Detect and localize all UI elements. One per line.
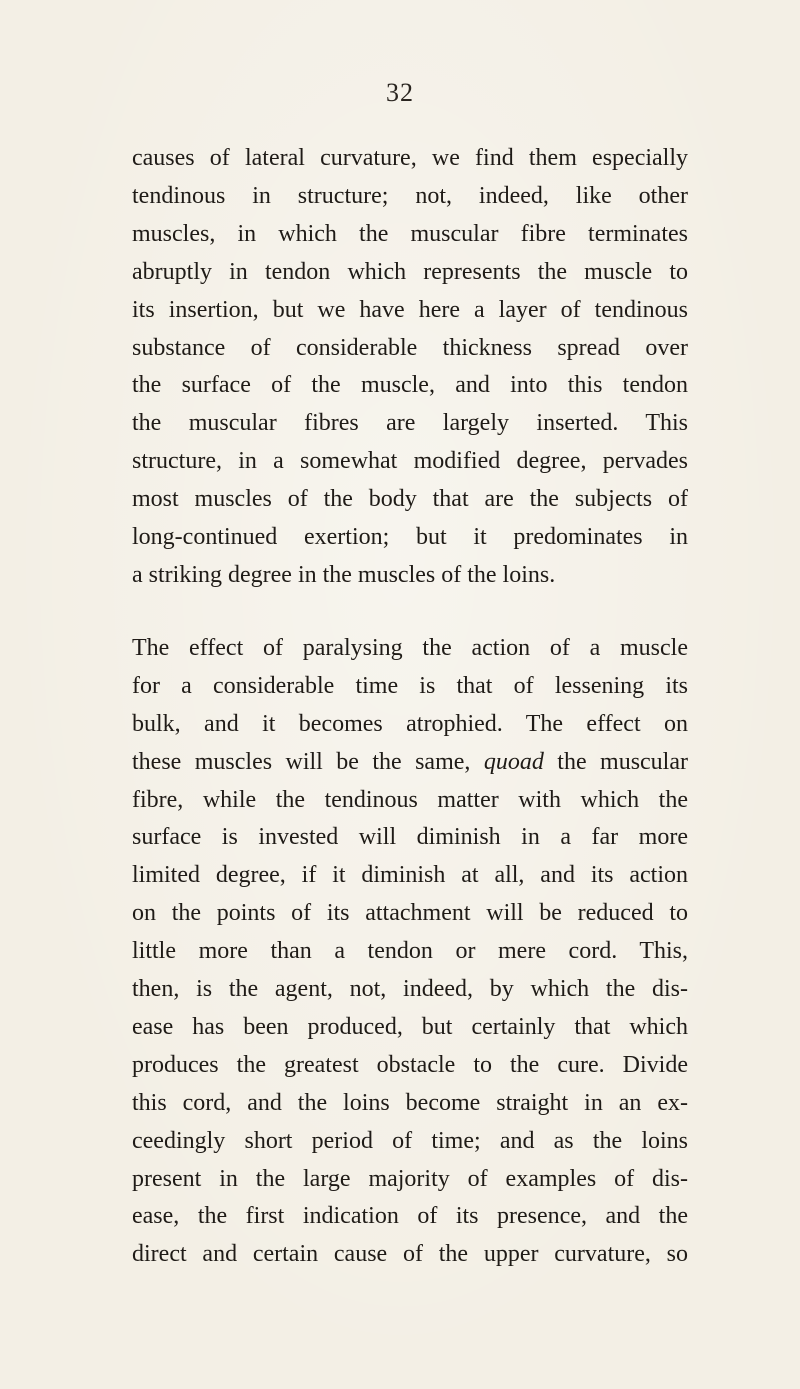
paragraph-2 bbox=[132, 630, 688, 1274]
text-line: its insertion, but we have here a layer of tendinous bbox=[132, 296, 688, 323]
text-line: little more than a tendon or mere cord. This, bbox=[132, 938, 688, 965]
text-line: bulk, and it becomes atrophied. The effect on bbox=[132, 710, 688, 737]
text-line: most muscles of the body that are the subjects of bbox=[132, 486, 688, 513]
text-line: surface is invested will diminish in a far more bbox=[132, 824, 688, 851]
text-line: muscles, in which the muscular fibre terminates bbox=[132, 220, 688, 247]
paragraph-1 bbox=[132, 140, 688, 595]
italic-word: quoad bbox=[483, 748, 544, 775]
text-line: structure, in a somewhat modified degree, pervades bbox=[132, 448, 688, 475]
text-line: ease, the first indication of its presence, and the bbox=[132, 1203, 688, 1230]
text-line: produces the greatest obstacle to the cure. Divide bbox=[132, 1051, 688, 1078]
text-line-with-italic bbox=[132, 744, 688, 782]
text-line: substance of considerable thickness spread over bbox=[132, 334, 688, 361]
text-line: on the points of its attachment will be reduced to bbox=[132, 900, 688, 927]
text-line: direct and certain cause of the upper curvature, so bbox=[132, 1241, 688, 1268]
text-line: ease has been produced, but certainly that which bbox=[132, 1013, 688, 1040]
text-line: limited degree, if it diminish at all, and its action bbox=[132, 862, 688, 889]
text-line: abruptly in tendon which represents the muscle to bbox=[132, 258, 688, 285]
text-segment: these muscles will be the same, bbox=[132, 748, 484, 775]
text-line: for a considerable time is that of lessening its bbox=[132, 672, 688, 699]
page-number: 32 bbox=[386, 78, 414, 107]
text-line: long-continued exertion; but it predominates in bbox=[132, 524, 688, 551]
page-body bbox=[132, 140, 688, 1274]
text-line: The effect of paralysing the action of a muscle bbox=[132, 634, 688, 661]
text-line: present in the large majority of examples of dis- bbox=[132, 1165, 688, 1192]
text-segment: the muscular bbox=[543, 748, 688, 775]
text-line: fibre, while the tendinous matter with which the bbox=[132, 786, 688, 813]
text-line: ceedingly short period of time; and as the loins bbox=[132, 1127, 688, 1154]
text-line: a striking degree in the muscles of the loins. bbox=[132, 561, 556, 588]
text-line: this cord, and the loins become straight in an ex- bbox=[132, 1089, 688, 1116]
text-line: tendinous in structure; not, indeed, like other bbox=[132, 182, 688, 209]
text-line: the muscular fibres are largely inserted. This bbox=[132, 410, 688, 437]
text-line: causes of lateral curvature, we find them especially bbox=[132, 145, 688, 171]
text-line: the surface of the muscle, and into this tendon bbox=[132, 372, 688, 399]
text-line: then, is the agent, not, indeed, by which the dis- bbox=[132, 976, 688, 1003]
